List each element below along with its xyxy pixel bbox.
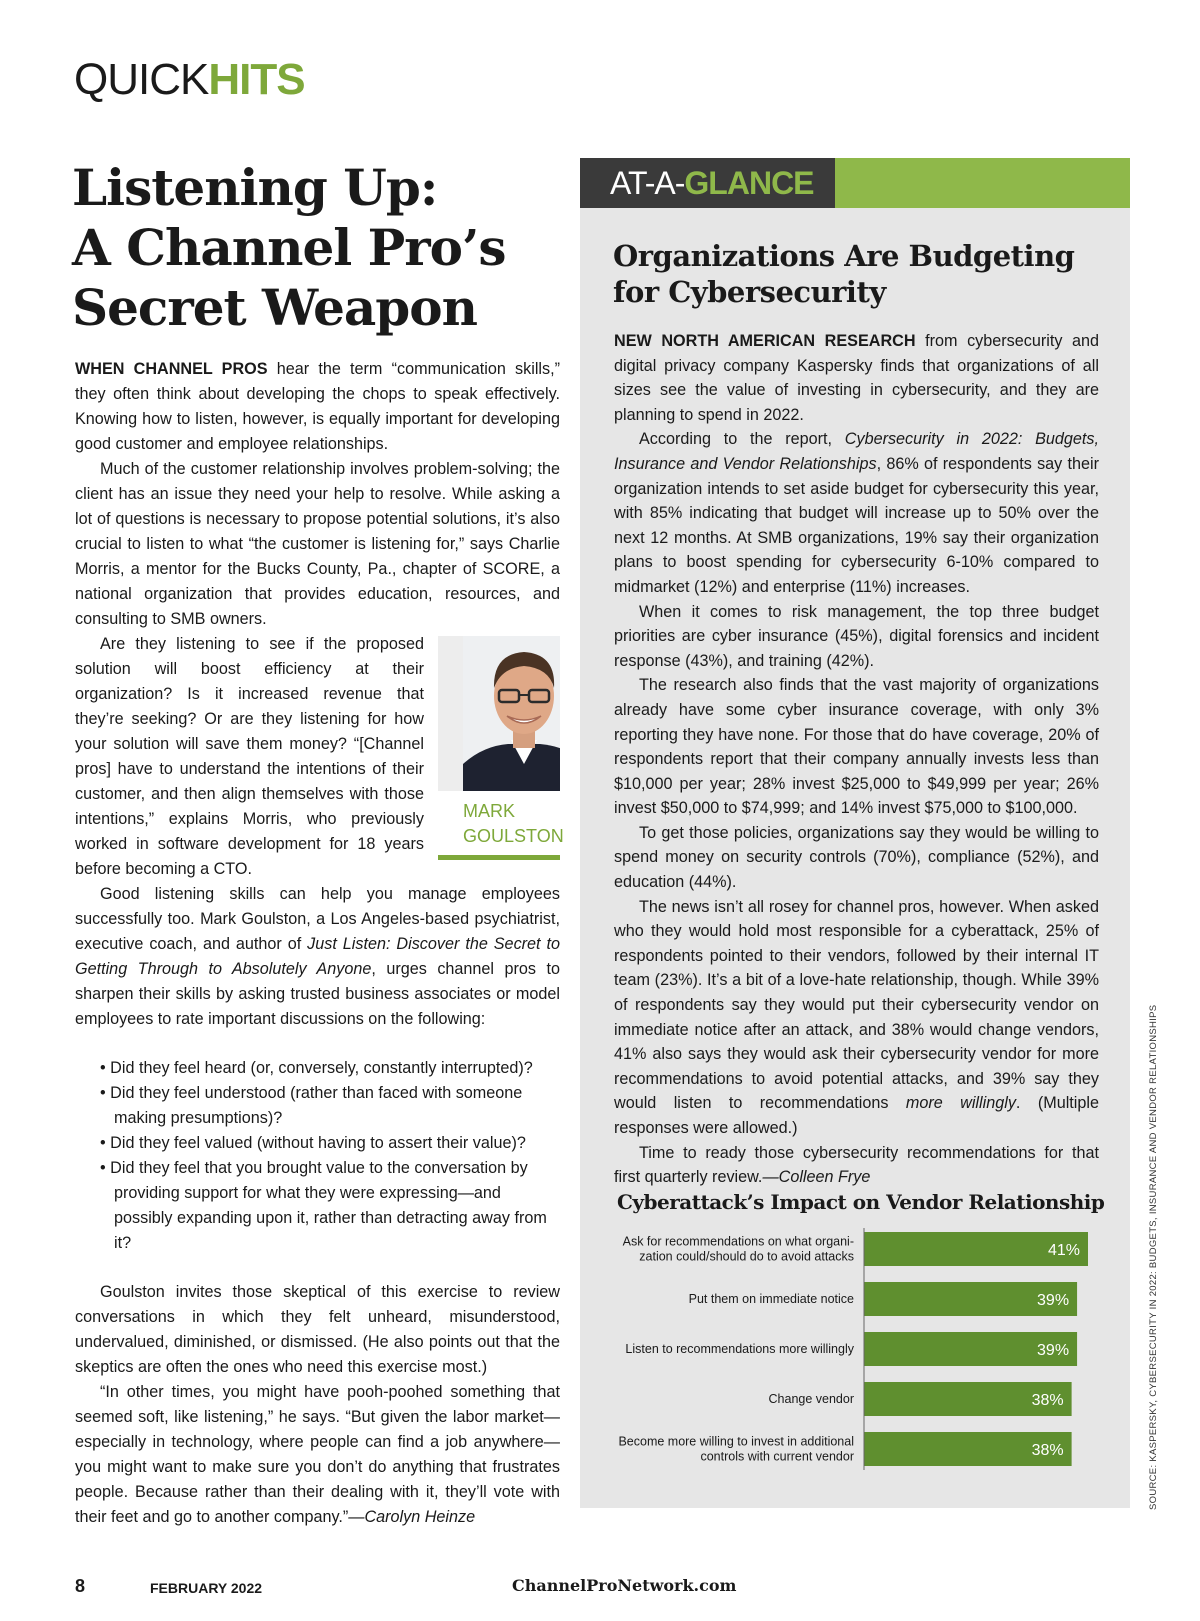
sidebar-byline: —Colleen Frye — [762, 1168, 871, 1187]
question-list — [100, 1056, 560, 1256]
chart-category-label: Change vendor — [768, 1392, 854, 1406]
caption-first-name: MARK — [463, 801, 516, 821]
sidebar-headline — [613, 238, 1093, 310]
site-url: ChannelProNetwork.com — [512, 1576, 737, 1595]
article-paragraph-3 — [75, 632, 564, 882]
portrait-illustration — [463, 636, 560, 791]
list-item: • Did they feel understood (rather than faced with someone making presumptions)? — [100, 1081, 560, 1131]
article-byline: —Carolyn Heinze — [348, 1508, 476, 1526]
sidebar-body — [614, 329, 1099, 1190]
list-item: • Did they feel valued (without having to assert their value)? — [100, 1131, 560, 1156]
article-body — [75, 357, 564, 1530]
section-tag — [74, 55, 305, 105]
article-paragraph-1 — [75, 357, 560, 457]
section-tag-quick: QUICK — [74, 55, 209, 104]
chart-category-label: Listen to recommendations more willingly — [625, 1342, 854, 1356]
sidebar-p6-start: The news isn’t all rosey for channel pros, however. When asked who they would hold most responsible for a cyberattack, 25% of respondents pointed to their vendors, followed by their internal IT team (23%). It’s a bit of a love-hate relationship, though. While 39% of respondents say they would put their cybersecurity vendor on immediate notice after an attack, and 38% would change vendors, 41% also says they would ask their cybersecurity vendor for more recommendations to avoid potential attacks, and 39% say they would listen to recommendations — [614, 897, 1099, 1113]
caption-last-name: GOULSTON — [463, 826, 564, 846]
book-title: Just Listen: Discover the Secret to Getting Through to Absolutely Anyone — [75, 935, 560, 978]
chart-title: Cyberattack’s Impact on Vendor Relationship — [617, 1190, 1105, 1214]
article-paragraph-2: Much of the customer relationship involves problem-solving; the client has an issue they need your help to resolve. While asking a lot of questions is necessary to propose potential solutions, it’s also crucial to listen to what “the customer is listening for,” says Charlie Morris, a mentor for the Bucks County, Pa., chapter of SCORE, a national organization that provides education, resources, and consulting to SMB owners. — [75, 460, 560, 628]
sidebar-paragraph-3: When it comes to risk management, the top three budget priorities are cyber insurance (45%), digital forensics and incident response (43%), and training (42%). — [614, 602, 1099, 670]
caption-rule — [438, 855, 560, 860]
article-p4-end: , urges channel pros to sharpen their skills by asking trusted business associates or model employees to rate important discussions on the following: — [75, 960, 560, 1028]
report-title: Cybersecurity in 2022: Budgets, Insurance and Vendor Relationships — [614, 430, 1099, 473]
article-p6-text: “In other times, you might have pooh-poohed something that seemed soft, like listening,” he says. “But given the labor market—especially in technology, where people can find a job anywhere—you might want to make sure you don’t do anything that frustrates people. Because rather than their dealing with it, they’ll vote with their feet and go to another company.” — [75, 1383, 560, 1526]
issue-date: FEBRUARY 2022 — [150, 1580, 263, 1596]
mark-goulston-photo — [438, 636, 560, 791]
section-tag-hits: HITS — [208, 55, 305, 104]
article-paragraph-5: Goulston invites those skeptical of this exercise to review conversations in which they felt unheard, misunderstood, undervalued, diminished, or dismissed. (He also points out that the skeptics are often the ones who need this exercise most.) — [75, 1283, 560, 1376]
headline-line-3: Secret Weapon — [72, 278, 477, 337]
chart-data-label: 41% — [1047, 1242, 1080, 1259]
sidebar-p1-text: from cybersecurity and digital privacy company Kaspersky finds that organizations of all sizes see the value of investing in cybersecurity, and they are planning to spend in 2022. — [614, 332, 1100, 424]
article-paragraph-6 — [75, 1380, 560, 1530]
sidebar-paragraph-2 — [614, 427, 1099, 599]
vendor-impact-bar-chart — [612, 1228, 1112, 1478]
author-photo-block — [438, 636, 564, 860]
sidebar-p2-end: , 86% of respondents say their organization intends to set aside budget for cybersecurity this year, with 85% indicating that budget will increase up to 50% over the next 12 months. At SMB organizations, 19% say their organization plans to boost spending for cybersecurity 6-10% compared to midmarket (12%) and enterprise (11%) increases. — [614, 454, 1099, 596]
sidebar-headline-line-2: for Cybersecurity — [613, 275, 886, 309]
chart-data-label: 39% — [1037, 1342, 1070, 1359]
photo-caption — [438, 799, 564, 849]
page-number: 8 — [75, 1576, 86, 1596]
article-lead-in: WHEN CHANNEL PROS — [75, 360, 268, 378]
sidebar-paragraph-6 — [614, 895, 1099, 1141]
list-item: • Did they feel that you brought value to the conversation by providing support for what they were expressing—and possibly expanding upon it, rather than detracting away from it? — [100, 1156, 560, 1256]
article-p4-start: Good listening skills can help you manage employees successfully too. Mark Goulston, a Los Angeles-based psychiatrist, executive coach, and author of — [75, 885, 560, 953]
glance-tab — [580, 158, 835, 208]
sidebar-p6-end: . (Multiple responses were allowed.) — [614, 1094, 1099, 1137]
article-headline — [72, 158, 542, 338]
chart-data-label: 39% — [1037, 1292, 1070, 1309]
article-paragraph-4 — [75, 882, 560, 1032]
chart-category-label: Ask for recommendations on what organi-zation could/should do to avoid attacks — [622, 1234, 854, 1264]
sidebar-p2-start: According to the report, — [639, 430, 845, 449]
list-item: • Did they feel heard (or, conversely, constantly interrupted)? — [100, 1056, 560, 1081]
sidebar-p7-text: Time to ready those cybersecurity recommendations for that first quarterly review. — [614, 1143, 1099, 1187]
glance-tab-highlight: GLANCE — [684, 165, 814, 201]
source-credit: SOURCE: KASPERSKY, CYBERSECURITY IN 2022: BUDGETS, INSURANCE AND VENDOR RELATIONSHIPS — [1148, 1004, 1159, 1510]
chart-data-label: 38% — [1031, 1392, 1064, 1409]
article-p1-text: hear the term “communication skills,” they often think about developing the chops to speak effectively. Knowing how to listen, however, is equally important for developing good customer and employee relationships. — [75, 360, 560, 453]
sidebar-paragraph-1 — [614, 329, 1099, 427]
chart-data-label: 38% — [1031, 1442, 1064, 1459]
sidebar-paragraph-7 — [614, 1141, 1099, 1190]
glance-tab-prefix: AT-A- — [610, 165, 685, 201]
article-p3-text: Are they listening to see if the proposed solution will boost efficiency at their organization? Is it increased revenue that they’re seeking? Or are they listening for how your solution will save them money? “[Channel pros] have to understand the intentions of their customer, and then align themselves with those intentions,” explains Morris, who previously worked in software development for 18 years before becoming a CTO. — [75, 635, 424, 878]
sidebar-headline-line-1: Organizations Are Budgeting — [613, 239, 1075, 273]
sidebar-paragraph-4: The research also finds that the vast majority of organizations already have some cyber insurance coverage, with only 3% reporting they have none. For those that do have coverage, 20% of respondents report that their company annually invests less than $10,000 per year; 28% invest $25,000 to $49,999 per year; 26% invest $50,000 to $74,999; and 14% invest $75,000 to $100,000. — [614, 676, 1099, 818]
sidebar-paragraph-5: To get those policies, organizations say they would be willing to spend money on security controls (70%), compliance (52%), and education (44%). — [614, 823, 1099, 892]
sidebar-lead-in: NEW NORTH AMERICAN RESEARCH — [614, 332, 916, 350]
chart-category-label: Put them on immediate notice — [688, 1292, 854, 1306]
chart-category-label: Become more willing to invest in additional controls with current vendor — [618, 1434, 854, 1464]
sidebar-p6-emphasis: more willingly — [905, 1094, 1016, 1113]
headline-line-2: A Channel Pro’s — [72, 218, 506, 277]
headline-line-1: Listening Up: — [72, 158, 438, 217]
